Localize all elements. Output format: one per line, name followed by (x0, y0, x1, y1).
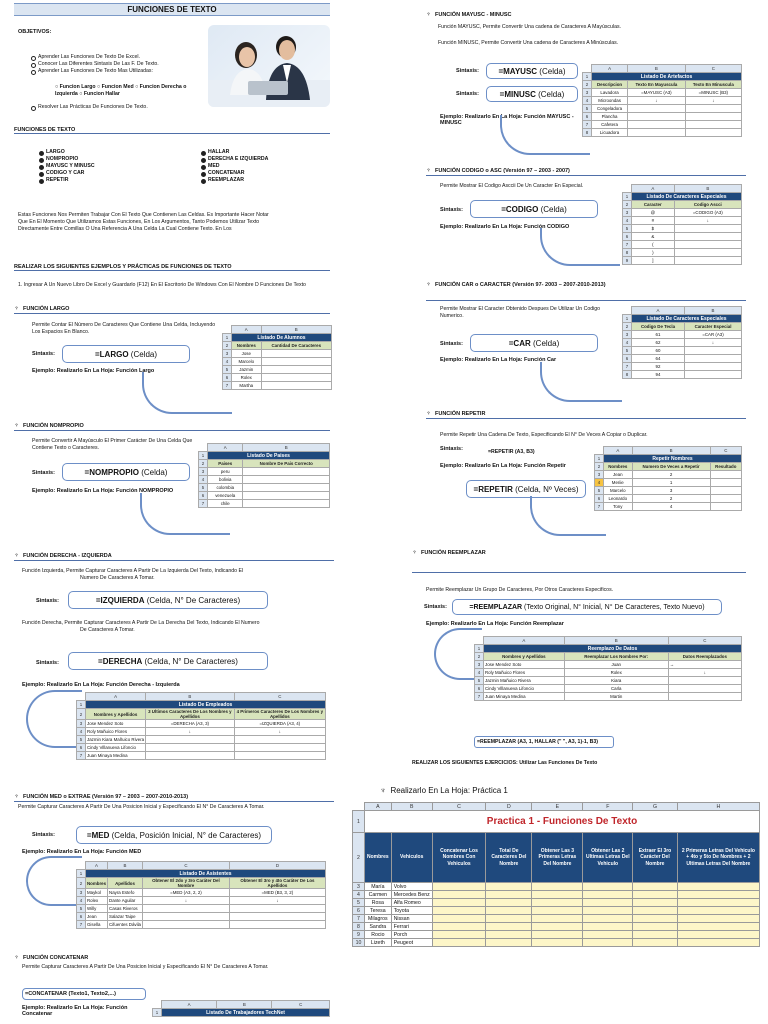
practica-label: ♆ Realizarlo En La Hoja: Práctica 1 (380, 786, 508, 795)
car-sintaxis-label: Sintaxis: (440, 341, 463, 347)
function-item: NOMPROPIO (38, 156, 178, 163)
function-item: LARGO (38, 149, 178, 156)
concat-syntax-box: =CONCATENAR (Texto1, Texto2,...) (22, 988, 146, 1000)
pin-icon: ♆ (14, 422, 20, 429)
pin-icon: ♆ (426, 167, 432, 174)
funciones-col1 (38, 149, 178, 184)
nompropio-desc: Permite Convertir A Mayúsculo El Primer Carácter De Una Celda Que Contiene Texto o Caracteres. (32, 438, 193, 451)
concat-desc: Permite Capturar Caracteres A Partir De Una Posicion Inicial y Especificando El N° De Caracteres A Tomar. (22, 964, 269, 970)
repetir-syntax-box: =REPETIR (Celda, Nº Veces) (466, 480, 586, 498)
function-item: MAYUSC Y MINUSC (38, 163, 178, 170)
reemplazar-desc: Permite Reemplazar Un Grupo De Caracteres, Por Otros Caracteres Especificos. (426, 587, 614, 593)
derecha-ejemplo: Ejemplo: Realizarlo En La Hoja: Función Derecha - Izquierda (22, 682, 180, 688)
objetivos-list-end (30, 104, 205, 111)
repetir-ejemplo: Ejemplo: Realizarlo En La Hoja: Función Repetir (440, 463, 566, 469)
repetir-heading: ♆ FUNCIÓN REPETIR (426, 411, 746, 419)
med-table: A B C D 1 Listado De Asistentes 2 Nombres Apellidos Obtener El 2do y 3ro Caráter Del Nombre Obtener El 3ro y 4to Caráter De Los Apellidos 3 Maykol Nayra Estefo =MED (A3, 2, 2) =MED (B3, 3, 2) 4 Rolex Dante Aguilar ↓ ↓ 5 Willy Casas Riveros 6 Jean Salazar Taipe 7 Gisella Cifuentes Dávila (76, 861, 326, 929)
repetir-sintaxis-label: Sintaxis: (440, 446, 463, 452)
step1-text: 1. Ingresar A Un Nuevo Libro De Excel y Guardarlo (F12) En El Escritorio De Windows Con El Nombre D Funciones De Texto (18, 282, 306, 288)
function-item: DERECHA E IZQUIERDA (200, 156, 330, 163)
pin-icon: ♆ (380, 786, 386, 795)
codigo-heading: ♆ FUNCIÓN CODIGO o ASC (Versión 97 – 2003 - 2007) (426, 168, 746, 176)
reemplazar-ejemplo: Ejemplo: Realizarlo En La Hoja: Función Reemplazar (426, 621, 564, 627)
function-item: MED (200, 163, 330, 170)
objetivo-item: Aprender Las Funciones De Texto De Excel. (30, 54, 205, 61)
objetivos-list (30, 54, 205, 75)
mayusc-syntax-box: =MAYUSC (Celda) (486, 63, 578, 79)
largo-table: A B 1 Listado De Alumnos 2 Nombres Cantidad De Caracteres 3 Jose 4 Marcelo 5 Jazmin 6 Rolex 7 Martha (222, 325, 332, 390)
nompropio-table: A B 1 Listado De Paises 2 Paises Nombre De Pais Correcto 3 peru 4 bolivia 5 colombia 6 venezuela 7 chile (198, 443, 330, 508)
codigo-table: A B 1 Listado De Caracteres Especiales 2 Caracter Codigo Ascci 3 @ =CODIGO (A3) 4 # ↓ 5 $ 6 & 7 ( 8 ) 9 ] (622, 184, 742, 265)
reemplazar-formula-box: =REEMPLAZAR (A3, 1, HALLAR (" ", A3, 1)-1, B3) (474, 736, 614, 748)
largo-sintaxis-label: Sintaxis: (32, 351, 55, 357)
car-ejemplo: Ejemplo: Realizarlo En La Hoja: Función Car (440, 357, 557, 363)
pin-icon: ♆ (14, 305, 20, 312)
function-item: REPETIR (38, 177, 178, 184)
nompropio-syntax-box: =NOMPROPIO (Celda) (62, 463, 190, 481)
med-ejemplo: Ejemplo: Realizarlo En La Hoja: Función MED (22, 849, 142, 855)
pin-icon: ♆ (426, 281, 432, 288)
nompropio-sintaxis-label: Sintaxis: (32, 470, 55, 476)
function-item: REEMPLAZAR (200, 177, 330, 184)
concat-table: A B C 1 Listado De Trabajadores TechNet (152, 1000, 330, 1017)
repetir-formula: =REPETIR (A3, B3) (488, 449, 535, 455)
car-syntax-box: =CAR (Celda) (470, 334, 598, 352)
largo-heading: ♆ FUNCIÓN LARGO (14, 306, 330, 314)
izquierda-desc: Función Izquierda, Permite Capturar Caracteres A Partir De La Izquierda Del Texto, Indicando El Numero De Caracteres A Tomar. (22, 568, 244, 581)
mayusc-heading: ♆ FUNCIÓN MAYUSC - MINUSC (426, 11, 512, 18)
minusc-desc: Función MINUSC, Permite Convertir Una cadena de Caracteres A Minúsculas. (438, 40, 619, 46)
practica-title: Practica 1 - Funciones De Texto (365, 811, 760, 833)
derecha-heading: ♆ FUNCIÓN DERECHA - IZQUIERDA (14, 553, 334, 561)
largo-ejemplo: Ejemplo: Realizarlo En La Hoja: Función Largo (32, 368, 155, 374)
minusc-sintaxis-label: Sintaxis: (456, 91, 479, 97)
izquierda-syntax-box: =IZQUIERDA (Celda, N° De Caracteres) (68, 591, 268, 609)
minusc-syntax-box: =MINUSC (Celda) (486, 86, 578, 102)
derecha-desc: Función Derecha, Permite Capturar Caracteres A Partir De La Derecha Del Texto, Indicando El Numero De Caracteres A Tomar. (22, 620, 260, 633)
derecha-syntax-box: =DERECHA (Celda, N° De Caracteres) (68, 652, 268, 670)
codigo-ejemplo: Ejemplo: Realizarlo En La Hoja: Función CODIGO (440, 224, 570, 230)
realizar-heading: REALIZAR LOS SIGUIENTES EJEMPLOS Y PRÁCTICAS DE FUNCIONES DE TEXTO (14, 264, 330, 271)
practica-table: A B C D E F G H 1 Practica 1 - Funciones De Texto 2 Nombres Vehiculos Concatenar Los Nombres Con Vehiculos Total De Caracteres Del Nombre Obtener Las 3 Primeras Letras Del Nombre Obtener Las 2 Ultimas Letras Del Vehiculo Extraer El 3ro Carácter Del Nombre 2 Primeras Letras Del Vehiculo + 4to y 5to De Nombres + 2 Ultimas Letras Del Nombre 3 María Volvo 4 Carmen Mercedes Benz 5 Rosa Alfa Romeo 6 Teresa Toyota 7 Milagros Nissan 8 Sandra Ferrari 9 Rocio Porch 10 Lizeth Peugeot (352, 802, 760, 947)
funciones-col2 (200, 149, 330, 184)
reemplazar-sintaxis-label: Sintaxis: (424, 604, 447, 610)
reemplazar-table: A B C 1 Reemplazo De Datos 2 Nombres y Apellidos Reemplazar Los Nombres Por: Datos Reemplazados 3 Jose Mendez Soto Juan → 4 Roly Mañuico Flores Rolex ↓ 5 Jazmin Mañuico Rivera Kiara 6 Cindy Villanueva Lifoncio Carla 7 Juan Minaya Medina Martin (474, 636, 742, 701)
med-sintaxis-label: Sintaxis: (32, 832, 55, 838)
derecha-table: A B C 1 Listado De Empleados 2 Nombres y Apellidos 3 Ultimos Caracteres De Los Nombres y Apellidos 4 Primeros Caracteres De Los Nombres y Apellidos 3 Jose Mendez Soto =DERECHA (A3, 3) =IZQUIERDA (A3, 4) 4 Roly Mañuico Flores ↓ ↓ 5 Jazmin Kiara Mañuico Rivera 6 Cindy Villanueva Lifoncio 7 Juan Minaya Medina (76, 692, 326, 760)
codigo-desc: Permite Mostrar El Codigo Asccii De Un Caracter En Especial. (440, 183, 584, 189)
mayusc-table: A B C 1 Listado De Artefactos 2 Descripcion Texto En Mayuscula Texto En Minuscula 3 Lavadora =MAYUSC (A3) =MINUSC (B3) 4 Microondas ↓ ↓ 5 Congeladora 6 Plancha 7 Cafetera 8 Licuadora (582, 64, 742, 137)
codigo-sintaxis-label: Sintaxis: (440, 207, 463, 213)
mayusc-desc: Función MAYUSC, Permite Convertir Una cadena de Caracteres A Mayúsculas. (438, 24, 621, 30)
car-desc: Permite Mostrar El Caracter Obtenido Despues De Utilizar Un Codigo Numerico. (440, 306, 601, 319)
med-heading: ♆ FUNCIÓN MED o EXTRAE (Versión 97 – 2003 – 2007-2010-2013) (14, 794, 334, 802)
function-item: CONCATENAR (200, 170, 330, 177)
repetir-table: A B C 1 Repetir Nombres 2 Nombres Numero De Veces a Repetir Resultado 3 Jean 2 4 Meriie 1 5 Marcelo 3 6 Leonardo 2 7 Tony 4 (594, 446, 742, 511)
nompropio-heading: ♆ FUNCIÓN NOMPROPIO (14, 423, 330, 431)
objetivo-item: Resolver Las Prácticas De Funciones De Texto. (30, 104, 205, 111)
largo-desc: Permite Contar El Número De Caracteres Que Contiene Una Celda, Incluyendo Los Espacios En Blanco. (32, 322, 216, 335)
med-syntax-box: =MED (Celda, Posición Inicial, N° de Caracteres) (76, 826, 272, 844)
mayusc-sintaxis-label: Sintaxis: (456, 68, 479, 74)
objetivo-item: Conocer Las Diferentes Sintaxis De Las F. De Texto. (30, 61, 205, 68)
car-table: A B 1 Listado De Caracteres Especiales 2 Codigo De Tecla Caracter Especial 3 61 =CAR (A3) 4 62 ↓ 5 60 6 64 7 92 8 94 (622, 306, 742, 379)
objetivo-sub: ○ Funcion Largo ○ Funcion Med ○ Funcion Derecha o Izquierda ○ Funcion Hallar (55, 84, 187, 97)
function-item: HALLAR (200, 149, 330, 156)
ejercicios-heading: REALIZAR LOS SIGUIENTES EJERCICIOS: Utilizar Las Funciones De Texto (412, 760, 598, 766)
function-item: CODIGO Y CAR (38, 170, 178, 177)
reemplazar-heading: ♆ FUNCIÓN REEMPLAZAR (412, 549, 486, 556)
intro-text: Estas Funciones Nos Permiten Trabajar Con El Texto Que Contienen Las Celdas. Es Importante Hacer Notar Que En El Momento Que Utilizamos Estas Funciones, En Los Argumentos, Tanto Podemos Utilizar Texto Directamente Entre Comillas O Una Referencia A Una Celda La Cual Contiene Texto. En Los (18, 212, 269, 232)
pin-icon: ♆ (412, 549, 418, 556)
med-desc: Permite Capturar Caracteres A Partir De Una Posicion Inicial y Especificando El N° De Caracteres A Tomar. (18, 804, 265, 810)
pin-icon: ♆ (14, 954, 20, 961)
concat-ejemplo: Ejemplo: Realizarlo En La Hoja: Función Concatenar (22, 1005, 128, 1017)
nompropio-ejemplo: Ejemplo: Realizarlo En La Hoja: Función NOMPROPIO (32, 488, 174, 494)
repetir-desc: Permite Repetir Una Cadena De Texto, Especificando El N° De Veces A Copiar o Duplicar. (440, 432, 648, 438)
objetivos-label: OBJETIVOS: (18, 29, 52, 35)
page-title: FUNCIONES DE TEXTO (14, 3, 330, 16)
pin-icon: ♆ (14, 793, 20, 800)
codigo-syntax-box: =CODIGO (Celda) (470, 200, 598, 218)
izquierda-sintaxis-label: Sintaxis: (36, 598, 59, 604)
mayusc-ejemplo: Ejemplo: Realizarlo En La Hoja: Función MAYUSC - MINUSC (440, 114, 574, 126)
pin-icon: ♆ (14, 552, 20, 559)
largo-syntax-box: =LARGO (Celda) (62, 345, 190, 363)
reemplazar-syntax-box: =REEMPLAZAR (Texto Original, N° Inicial, N° De Caracteres, Texto Nuevo) (452, 599, 722, 615)
pin-icon: ♆ (426, 11, 432, 18)
concat-heading: ♆ FUNCIÓN CONCATENAR (14, 954, 89, 961)
business-people-photo (208, 25, 330, 107)
pin-icon: ♆ (426, 410, 432, 417)
derecha-sintaxis-label: Sintaxis: (36, 660, 59, 666)
car-heading: ♆ FUNCIÓN CAR o CARACTER (Versión 97- 2003 – 2007-2010-2013) (426, 281, 606, 288)
funciones-heading: FUNCIONES DE TEXTO (14, 127, 330, 134)
objetivo-item: Aprender Las Funciones De Texto Mas Utilizadas: (30, 68, 205, 75)
